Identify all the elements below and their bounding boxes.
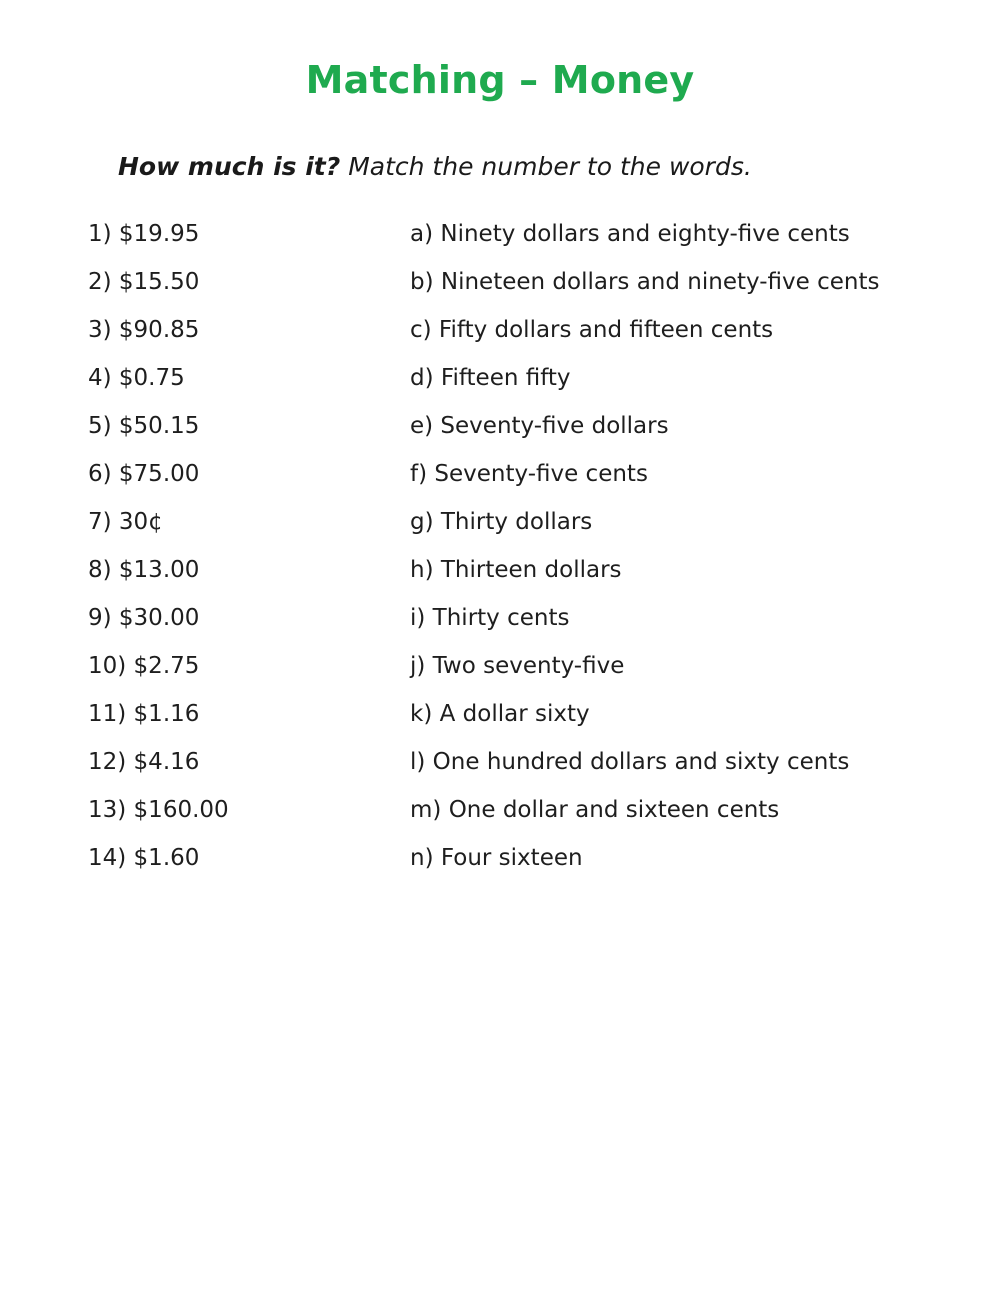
- numbers-column: [88, 218, 388, 890]
- number-item: 10) $2.75: [88, 653, 200, 679]
- number-item: 7) 30¢: [88, 509, 163, 535]
- instructions-direction: Match the number to the words.: [348, 152, 752, 181]
- instructions-question: How much is it?: [118, 152, 341, 181]
- word-item: n) Four sixteen: [410, 845, 583, 871]
- word-item: i) Thirty cents: [410, 605, 570, 631]
- word-item: d) Fifteen fifty: [410, 365, 571, 391]
- word-item: k) A dollar sixty: [410, 701, 590, 727]
- word-item: a) Ninety dollars and eighty-five cents: [410, 221, 850, 247]
- word-item: l) One hundred dollars and sixty cents: [410, 749, 850, 775]
- word-item: g) Thirty dollars: [410, 509, 593, 535]
- word-item: f) Seventy-five cents: [410, 461, 648, 487]
- words-column: [410, 218, 990, 890]
- number-item: 3) $90.85: [88, 317, 200, 343]
- number-item: 13) $160.00: [88, 797, 229, 823]
- number-item: 9) $30.00: [88, 605, 200, 631]
- word-item: c) Fifty dollars and fifteen cents: [410, 317, 774, 343]
- number-item: 2) $15.50: [88, 269, 200, 295]
- word-item: b) Nineteen dollars and ninety-five cents: [410, 269, 880, 295]
- number-item: 1) $19.95: [88, 221, 200, 247]
- number-item: 4) $0.75: [88, 365, 185, 391]
- number-item: 5) $50.15: [88, 413, 200, 439]
- word-item: e) Seventy-five dollars: [410, 413, 669, 439]
- word-item: h) Thirteen dollars: [410, 557, 622, 583]
- page-title: Matching – Money: [305, 58, 695, 102]
- number-item: 12) $4.16: [88, 749, 200, 775]
- instructions: [118, 152, 752, 181]
- number-item: 8) $13.00: [88, 557, 200, 583]
- word-item: j) Two seventy-five: [410, 653, 625, 679]
- number-item: 6) $75.00: [88, 461, 200, 487]
- word-item: m) One dollar and sixteen cents: [410, 797, 780, 823]
- number-item: 11) $1.16: [88, 701, 200, 727]
- number-item: 14) $1.60: [88, 845, 200, 871]
